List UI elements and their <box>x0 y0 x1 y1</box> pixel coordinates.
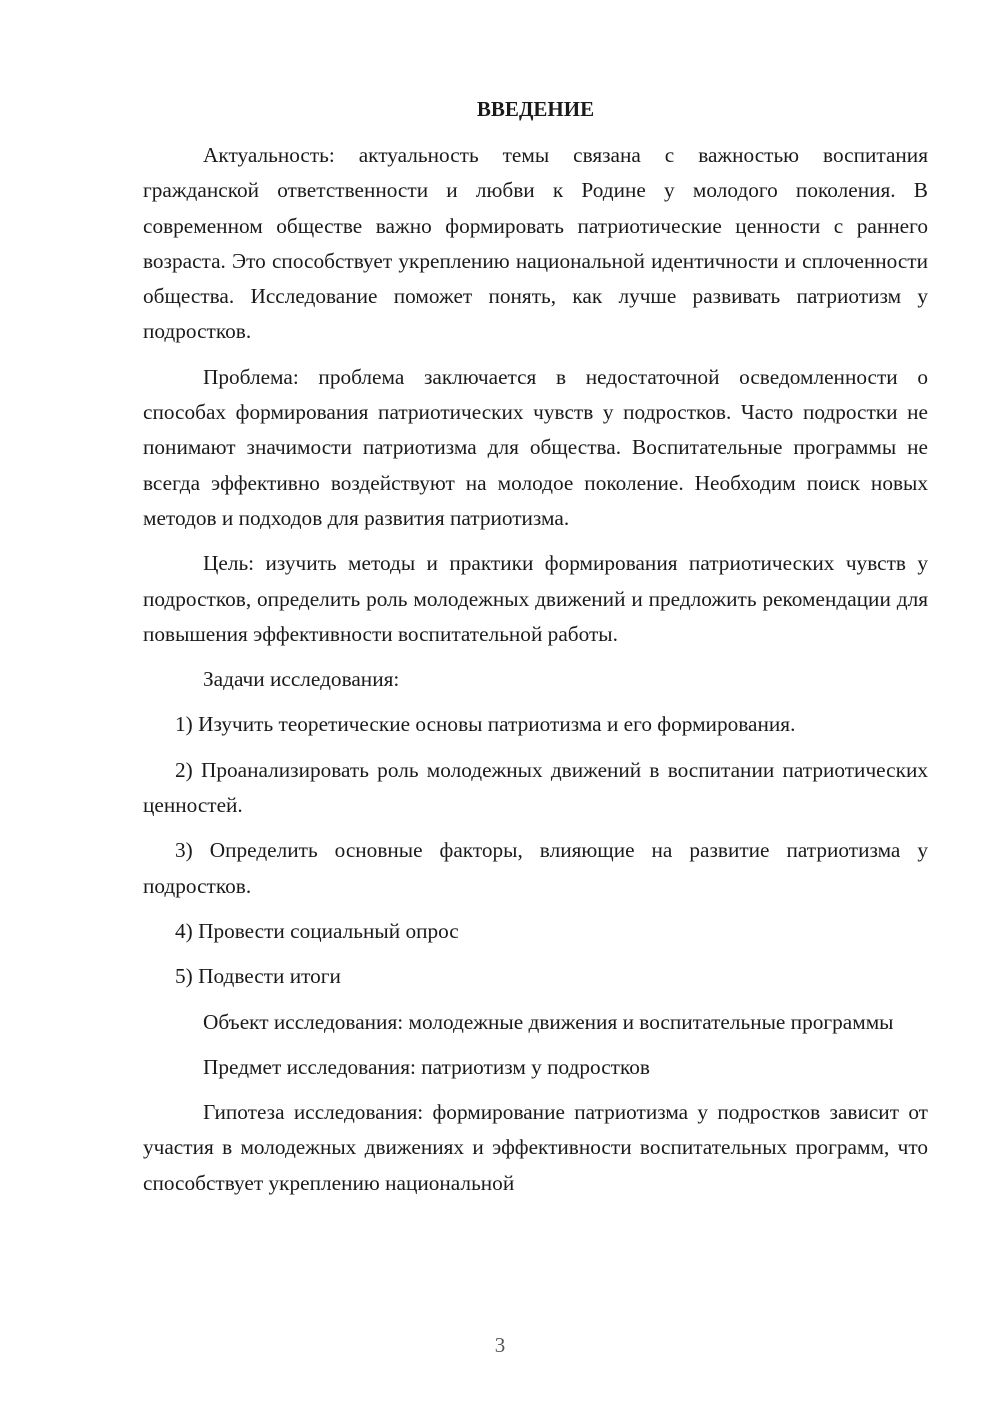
paragraph-goal: Цель: изучить методы и практики формирования патриотических чувств у подростков, определить роль молодежных движений и предложить рекомендации для повышения эффективности воспитательной работы. <box>143 551 928 646</box>
paragraph-object: Объект исследования: молодежные движения и воспитательные программы <box>203 1009 894 1034</box>
task-item-2: 2) Проанализировать роль молодежных движений в воспитании патриотических ценностей. <box>143 757 928 818</box>
task-item-4: 4) Провести социальный опрос <box>175 918 459 943</box>
task-item-3: 3) Определить основные факторы, влияющие на развитие патриотизма у подростков. <box>143 838 928 898</box>
paragraph-hypothesis: Гипотеза исследования: формирование патриотизма у подростков зависит от участия в молодежных движениях и эффективности воспитательных программ, что способствует укреплению национальной <box>143 1100 928 1195</box>
paragraph-subject: Предмет исследования: патриотизм у подростков <box>203 1054 650 1079</box>
document-page <box>143 94 928 1211</box>
section-heading: ВВЕДЕНИЕ <box>476 97 595 121</box>
tasks-title: Задачи исследования: <box>203 667 400 692</box>
task-item-1: 1) Изучить теоретические основы патриотизма и его формирования. <box>175 712 796 737</box>
page-number: 3 <box>494 1333 506 1357</box>
task-item-5: 5) Подвести итоги <box>175 964 341 989</box>
paragraph-relevance: Актуальность: актуальность темы связана с важностью воспитания гражданской ответственности и любви к Родине у молодого поколения. В современном обществе важно формировать патриотические ценности с раннего возраста. Это способствует укреплению национальной идентичности и сплоченности общества. Исследование поможет понять, как лучше развивать патриотизм у подростков. <box>143 143 928 344</box>
paragraph-problem: Проблема: проблема заключается в недостаточной осведомленности о способах формирования патриотических чувств у подростков. Часто подростки не понимают значимости патриотизма для общества. Воспитательные программы не всегда эффективно воздействуют на молодое поколение. Необходим поиск новых методов и подходов для развития патриотизма. <box>143 364 928 530</box>
